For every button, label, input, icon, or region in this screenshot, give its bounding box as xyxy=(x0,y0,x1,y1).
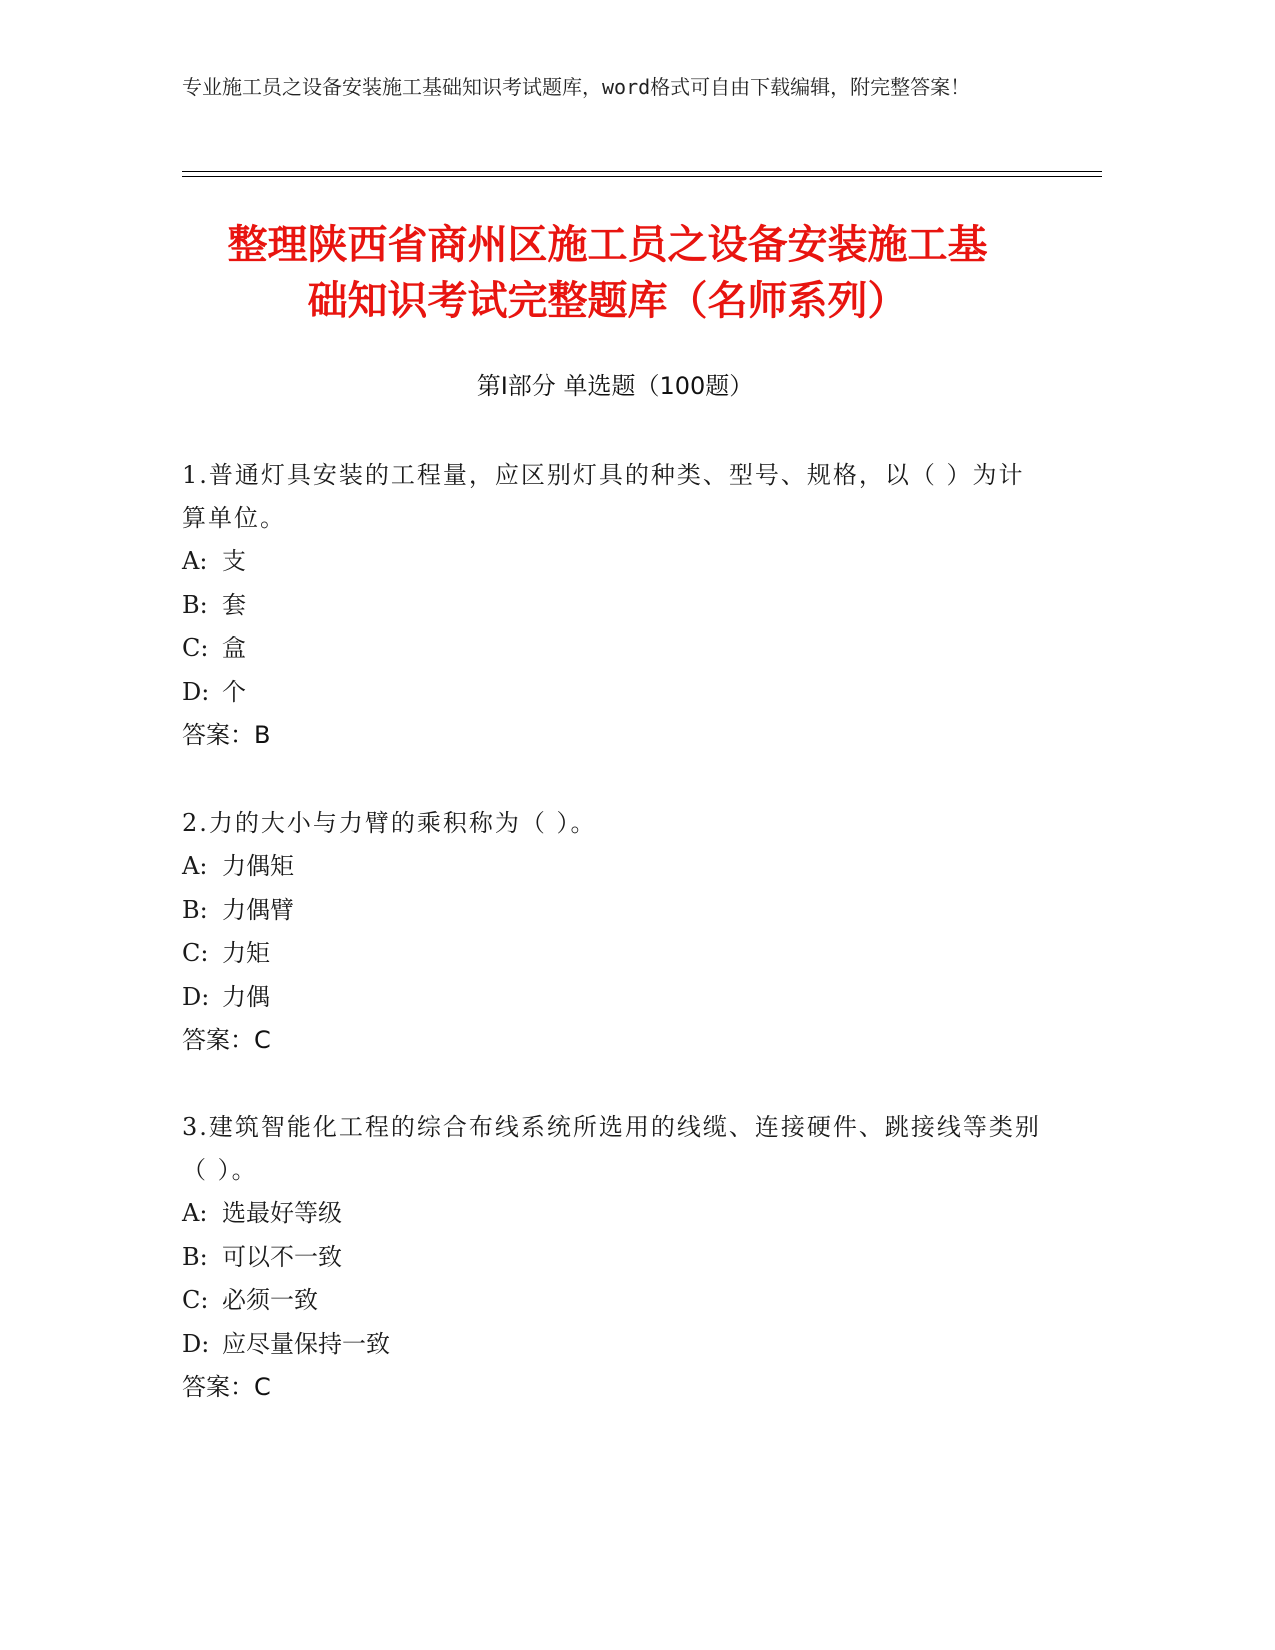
option-text: 必须一致 xyxy=(222,1286,318,1314)
option-d xyxy=(182,671,1042,715)
option-text: 套 xyxy=(222,590,246,619)
option-letter: B: xyxy=(182,590,208,619)
option-letter: D: xyxy=(182,1329,210,1358)
option-letter: B: xyxy=(182,895,208,924)
question-block xyxy=(182,1106,1042,1409)
option-text: 力偶臂 xyxy=(222,895,294,924)
option-letter: A: xyxy=(182,547,208,575)
option-b xyxy=(182,889,1042,933)
option-letter: D: xyxy=(182,982,210,1011)
document-header-note: 专业施工员之设备安装施工基础知识考试题库，word格式可自由下载编辑，附完整答案！ xyxy=(182,75,971,99)
option-letter: C: xyxy=(182,939,209,967)
section-title: 第Ⅰ部分 单选题（100题） xyxy=(476,372,754,400)
option-a xyxy=(182,845,1042,889)
option-letter: D: xyxy=(182,677,210,706)
option-text: 力偶 xyxy=(222,982,270,1011)
option-text: 支 xyxy=(222,547,246,575)
answer-line: 答案：C xyxy=(182,1026,271,1054)
option-b xyxy=(182,584,1042,628)
option-text: 力矩 xyxy=(222,939,270,967)
header-divider-top xyxy=(182,171,1102,172)
question-stem: 1.普通灯具安装的工程量，应区别灯具的种类、型号、规格，以（ ）为计算单位。 xyxy=(182,461,1025,532)
option-d xyxy=(182,976,1042,1020)
option-text: 力偶矩 xyxy=(222,852,294,880)
option-c xyxy=(182,627,1042,671)
option-c xyxy=(182,932,1042,976)
option-text: 应尽量保持一致 xyxy=(222,1329,390,1358)
option-text: 选最好等级 xyxy=(222,1199,342,1227)
option-letter: B: xyxy=(182,1242,208,1271)
option-letter: A: xyxy=(182,1199,208,1227)
option-b xyxy=(182,1236,1042,1280)
option-a xyxy=(182,1192,1042,1236)
answer-line: 答案：C xyxy=(182,1373,271,1401)
option-letter: A: xyxy=(182,852,208,880)
question-block xyxy=(182,454,1042,757)
question-block xyxy=(182,802,1042,1062)
option-letter: C: xyxy=(182,634,209,662)
option-text: 可以不一致 xyxy=(222,1242,342,1271)
option-letter: C: xyxy=(182,1286,209,1314)
document-title-line-1: 整理陕西省商州区施工员之设备安装施工基 xyxy=(227,222,988,268)
option-d xyxy=(182,1323,1042,1367)
option-text: 个 xyxy=(222,677,246,706)
answer-line: 答案：B xyxy=(182,721,271,749)
document-title-line-2: 础知识考试完整题库（名师系列） xyxy=(307,278,908,324)
option-text: 盒 xyxy=(222,634,246,662)
header-divider-bottom xyxy=(182,176,1102,177)
document-title xyxy=(120,217,1095,329)
question-stem: 3.建筑智能化工程的综合布线系统所选用的线缆、连接硬件、跳接线等类别（ ）。 xyxy=(182,1113,1041,1184)
option-a xyxy=(182,540,1042,584)
question-stem: 2.力的大小与力臂的乘积称为（ ）。 xyxy=(182,809,597,837)
option-c xyxy=(182,1279,1042,1323)
